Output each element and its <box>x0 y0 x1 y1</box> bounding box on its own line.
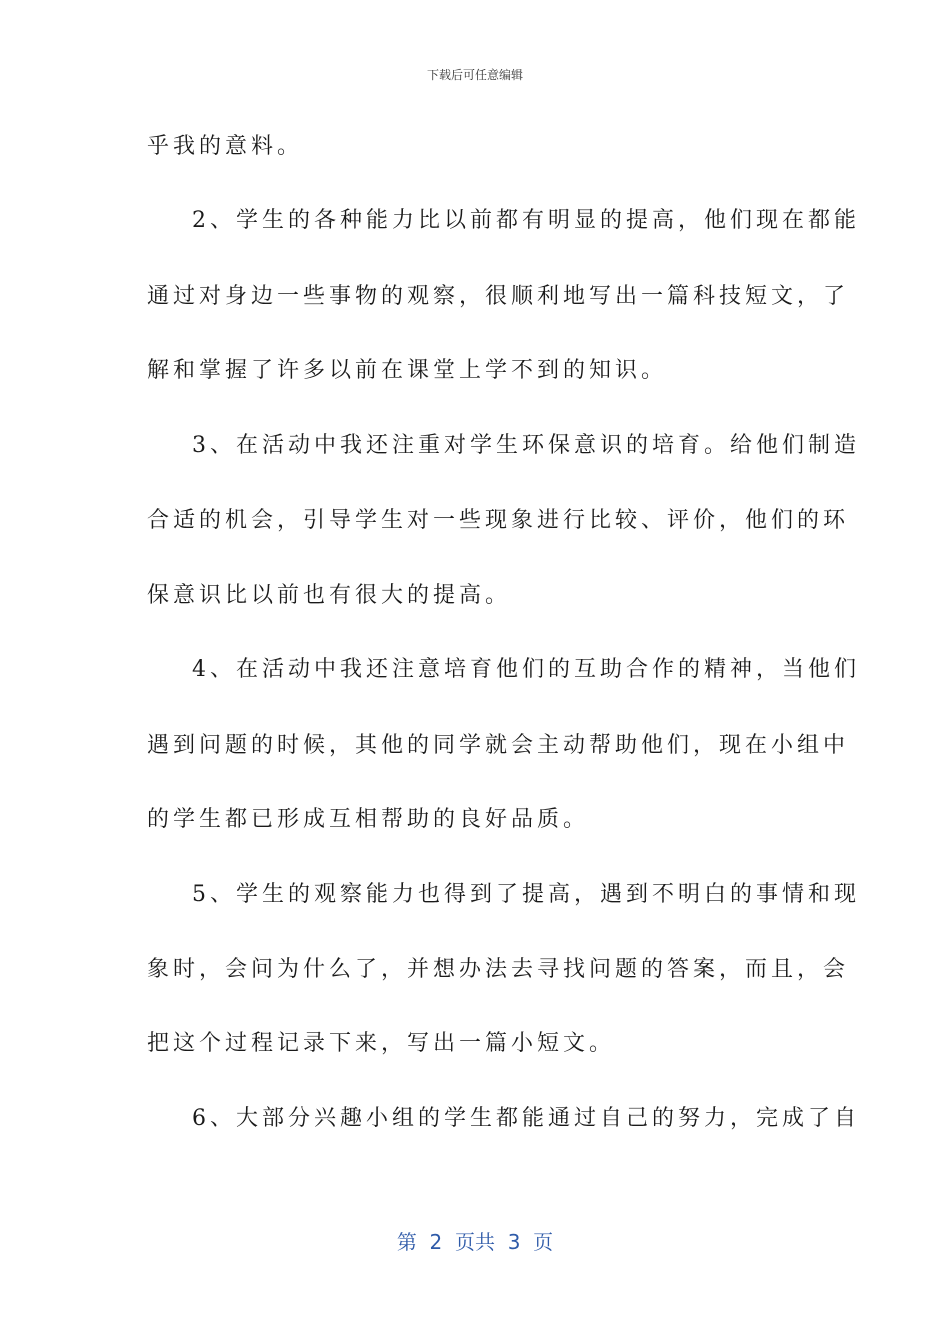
body-line-12: 象时，会问为什么了，并想办法去寻找问题的答案，而且，会 <box>147 957 850 982</box>
body-line-2: 2、学生的各种能力比以前都有明显的提高，他们现在都能 <box>192 208 860 233</box>
body-line-13: 把这个过程记录下来，写出一篇小短文。 <box>147 1031 616 1056</box>
page-number-footer: 第 2 页共 3 页 <box>396 1230 554 1254</box>
body-line-4: 解和掌握了许多以前在课堂上学不到的知识。 <box>147 358 668 383</box>
body-line-6: 合适的机会，引导学生对一些现象进行比较、评价，他们的环 <box>147 508 850 533</box>
body-line-9: 遇到问题的时候，其他的同学就会主动帮助他们，现在小组中 <box>147 733 850 758</box>
body-line-1: 乎我的意料。 <box>147 134 304 159</box>
body-line-3: 通过对身边一些事物的观察，很顺利地写出一篇科技短文，了 <box>147 284 850 309</box>
body-line-10: 的学生都已形成互相帮助的良好品质。 <box>147 807 590 832</box>
body-line-11: 5、学生的观察能力也得到了提高，遇到不明白的事情和现 <box>192 882 860 907</box>
body-line-7: 保意识比以前也有很大的提高。 <box>147 583 512 608</box>
body-line-5: 3、在活动中我还注重对学生环保意识的培育。给他们制造 <box>192 433 860 458</box>
page-header: 下载后可任意编辑 <box>426 68 523 82</box>
body-line-8: 4、在活动中我还注意培育他们的互助合作的精神，当他们 <box>192 657 860 682</box>
body-line-14: 6、大部分兴趣小组的学生都能通过自己的努力，完成了自 <box>192 1106 860 1131</box>
